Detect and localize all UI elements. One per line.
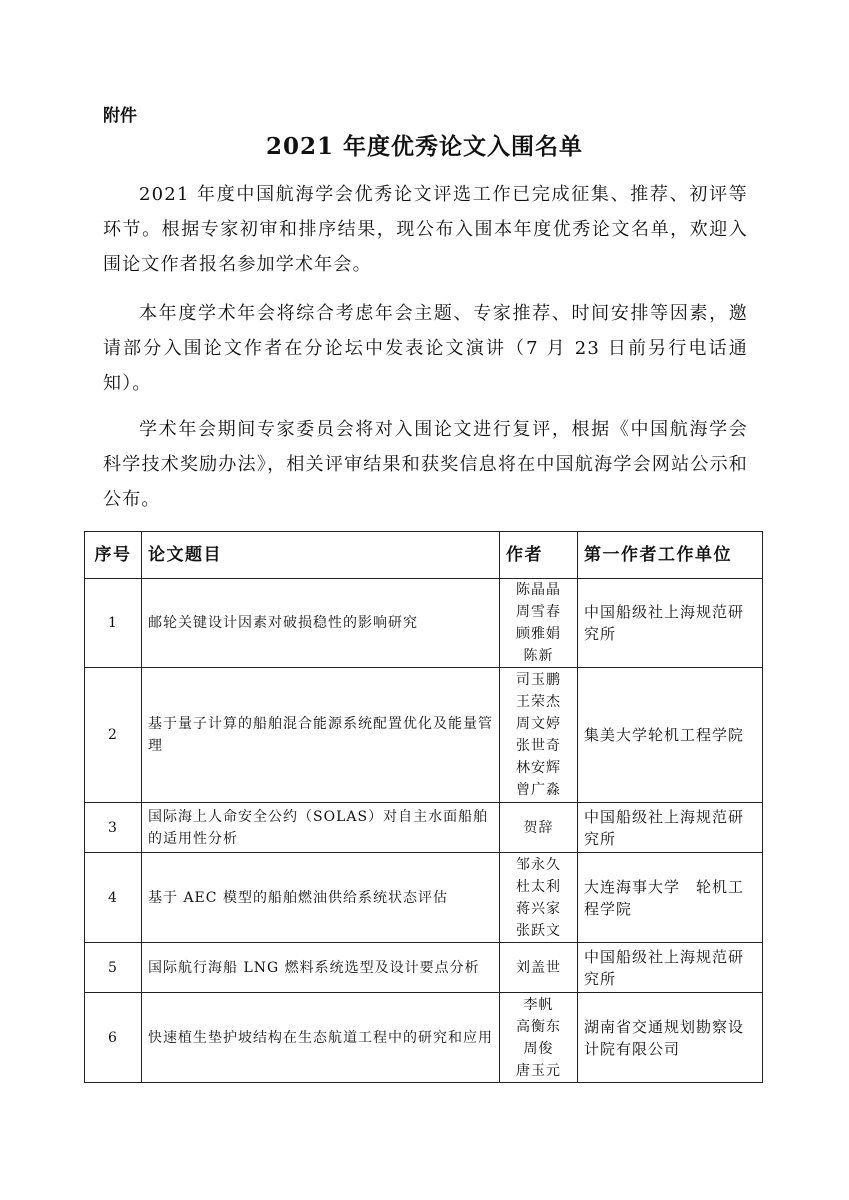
row-number: 3 bbox=[85, 803, 142, 853]
row-number: 6 bbox=[85, 993, 142, 1083]
author-name: 周文婷 bbox=[516, 716, 561, 732]
paper-authors bbox=[500, 993, 578, 1083]
author-name: 顾雅娟 bbox=[516, 626, 561, 642]
table-header-row bbox=[85, 532, 763, 579]
paper-title: 国际海上人命安全公约（SOLAS）对自主水面船舶的适用性分析 bbox=[142, 803, 500, 853]
author-name: 贺辞 bbox=[523, 819, 554, 836]
table-row bbox=[85, 943, 763, 993]
row-number: 5 bbox=[85, 943, 142, 993]
paper-title: 基于 AEC 模型的船舶燃油供给系统状态评估 bbox=[142, 853, 500, 943]
author-name: 邹永久 bbox=[516, 856, 561, 873]
paragraph-intro: 2021 年度中国航海学会优秀论文评选工作已完成征集、推荐、初评等环节。根据专家初审和排序结果，现公布入围本年度优秀论文名单，欢迎入围论文作者报名参加学术年会。 bbox=[103, 184, 748, 275]
table-row bbox=[85, 668, 763, 803]
author-unit: 湖南省交通规划勘察设计院有限公司 bbox=[578, 993, 763, 1083]
author-name: 司玉鹏 bbox=[516, 672, 561, 688]
row-number: 4 bbox=[85, 853, 142, 943]
table-row bbox=[85, 803, 763, 853]
author-unit: 集美大学轮机工程学院 bbox=[578, 668, 763, 803]
paper-authors bbox=[500, 803, 578, 853]
paper-authors bbox=[500, 853, 578, 943]
author-name: 林安辉 bbox=[516, 760, 561, 776]
author-name: 陈新 bbox=[523, 648, 554, 664]
author-name: 曾广淼 bbox=[516, 782, 561, 798]
header-authors: 作者 bbox=[500, 532, 578, 579]
header-title: 论文题目 bbox=[142, 532, 500, 579]
row-number: 1 bbox=[85, 579, 142, 668]
document-title: 2021 年度优秀论文入围名单 bbox=[265, 133, 584, 160]
attachment-label: 附件 bbox=[103, 106, 137, 126]
paragraph-review: 学术年会期间专家委员会将对入围论文进行复评，根据《中国航海学会科学技术奖励办法》，相关评审结果和获奖信息将在中国航海学会网站公示和公布。 bbox=[103, 419, 748, 510]
author-name: 王荣杰 bbox=[516, 694, 561, 710]
paper-title: 快速植生垫护坡结构在生态航道工程中的研究和应用 bbox=[142, 993, 500, 1083]
paragraph-invitation: 本年度学术年会将综合考虑年会主题、专家推荐、时间安排等因素，邀请部分入围论文作者在分论坛中发表论文演讲（7 月 23 日前另行电话通知）。 bbox=[103, 303, 748, 394]
header-unit: 第一作者工作单位 bbox=[578, 532, 763, 579]
row-number: 2 bbox=[85, 668, 142, 803]
header-number: 序号 bbox=[85, 532, 142, 579]
author-name: 周俊 bbox=[523, 1040, 554, 1057]
paper-title: 国际航行海船 LNG 燃料系统选型及设计要点分析 bbox=[142, 943, 500, 993]
paper-authors bbox=[500, 943, 578, 993]
author-unit: 中国船级社上海规范研究所 bbox=[578, 803, 763, 853]
author-name: 李帆 bbox=[523, 996, 554, 1013]
finalist-table bbox=[84, 531, 763, 1083]
author-name: 唐玉元 bbox=[516, 1062, 561, 1079]
author-name: 张世奇 bbox=[516, 738, 561, 754]
paper-title: 基于量子计算的船舶混合能源系统配置优化及能量管理 bbox=[142, 668, 500, 803]
author-unit: 大连海事大学 轮机工程学院 bbox=[578, 853, 763, 943]
table-row bbox=[85, 853, 763, 943]
author-name: 张跃文 bbox=[516, 922, 561, 939]
paper-title: 邮轮关键设计因素对破损稳性的影响研究 bbox=[142, 579, 500, 668]
author-name: 蒋兴家 bbox=[516, 900, 561, 917]
author-name: 杜太利 bbox=[516, 878, 561, 895]
author-unit: 中国船级社上海规范研究所 bbox=[578, 579, 763, 668]
paper-authors bbox=[500, 579, 578, 668]
paper-authors bbox=[500, 668, 578, 803]
author-name: 刘盖世 bbox=[516, 959, 561, 976]
table-row bbox=[85, 993, 763, 1083]
author-unit: 中国船级社上海规范研究所 bbox=[578, 943, 763, 993]
table-row bbox=[85, 579, 763, 668]
author-name: 陈晶晶 bbox=[516, 582, 561, 598]
author-name: 周雪春 bbox=[516, 604, 561, 620]
author-name: 高衡东 bbox=[516, 1018, 561, 1035]
